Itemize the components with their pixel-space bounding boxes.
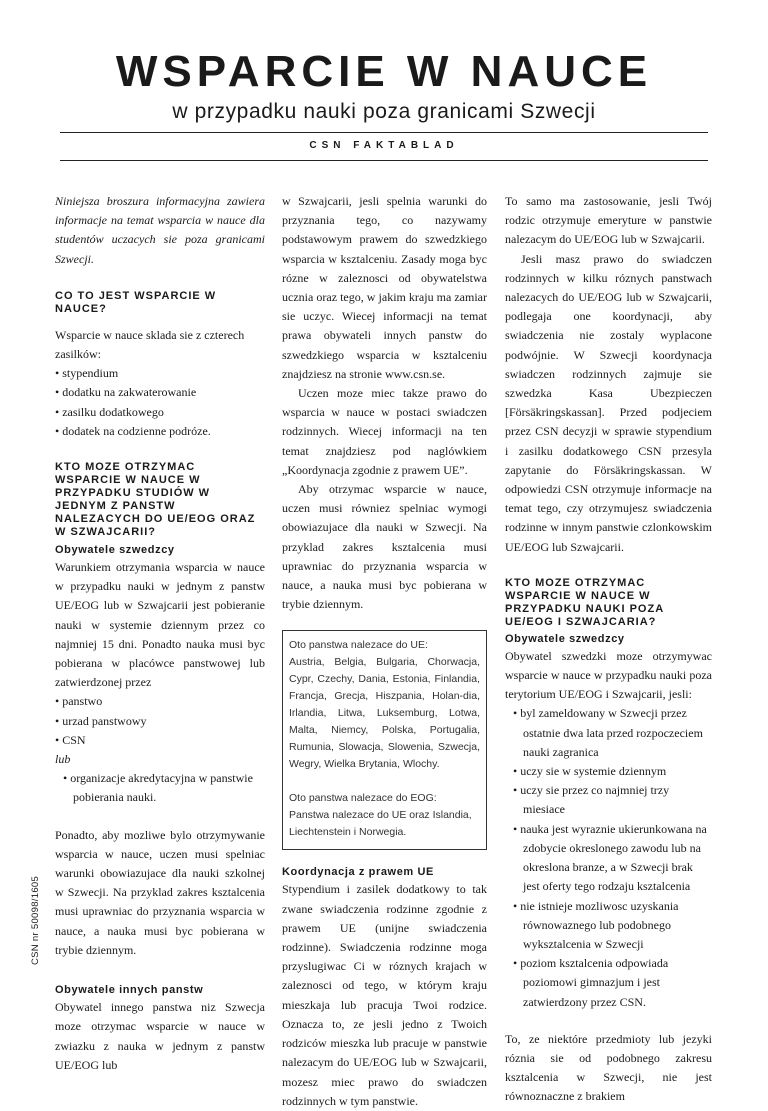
box-title: Oto panstwa nalezace do EOG:	[289, 792, 437, 805]
intro-text: Niniejsza broszura informacyjna zawiera informacje na temat wsparcia w nauce dla studentów uczacych sie poza granicami Szwecji.	[55, 194, 265, 266]
list-item: • uczy sie przez co najmniej trzy miesiace	[513, 783, 670, 817]
paragraph: To samo ma zastosowanie, jesli Twój rodzic otrzymuje emeryture w panstwie nalezacym do UE/EOG lub w Szwajcarii.	[505, 194, 712, 247]
list-item: • panstwo	[55, 694, 103, 709]
faktablad-label: CSN FAKTABLAD	[309, 140, 459, 151]
list-item: • organizacje akredytacyjna w panstwie pobierania nauki.	[63, 771, 253, 805]
paragraph: Aby otrzymac wsparcie w nauce, uczen musi równiez spelniac wymogi obowiazujace dla nauki w Szwecji. Na przyklad zakres ksztalcenia musi uprawniac do przyznania wsparcia w nauce, a nauka musi byc pobierana w trybie dziennym.	[282, 482, 487, 612]
heading-what-is-support: CO TO JEST WSPARCIE W NAUCE?	[55, 289, 217, 315]
conditions-list	[505, 704, 712, 1011]
eu-countries-box	[282, 630, 487, 850]
bottom-rule	[60, 160, 708, 161]
column-2	[282, 192, 487, 1111]
page-title: WSPARCIE W NAUCE	[115, 47, 653, 96]
paragraph: Obywatel innego panstwa niz Szwecja moze otrzymac wsparcie w nauce w zwiazku z nauka w jednym z panstw UE/EOG lub	[55, 1000, 265, 1072]
list-item: • dodatku na zakwaterowanie	[55, 385, 197, 400]
column-1	[55, 192, 265, 1075]
subheading-swedish-citizens: Obywatele szwedzcy	[55, 544, 175, 557]
list-item: • uczy sie w systemie dziennym	[513, 764, 667, 779]
paragraph: Stypendium i zasilek dodatkowy to tak zwane swiadczenia rodzinne zgodnie z prawem UE (unijne swiadczenia rodzinne). Swiadczenia rodzinne moga przyslugiwac Ci w róznych krajach w zaleznosci od tego, w którym kraju mieszkaja lub pracuja Twoi rodzice. Oznacza to, ze jesli jedno z Twoich rodziców mieszka lub pracuje w panstwie nalezacym do UE/EOG lub w Szwajcarii, mozesz miec prawo do swiadczen rodzinnych w tym panstwie.	[282, 882, 487, 1108]
or-text: lub	[55, 752, 71, 767]
list-item: • nauka jest wyraznie ukierunkowana na zdobycie okreslonego zawodu lub na okreslona branze, a w Szwecji brak jest oferty tego rodzaju ksztalcenia	[513, 821, 707, 894]
list-item: • dodatek na codzienne podróze.	[55, 423, 211, 438]
paragraph: To, ze niektóre przedmioty lub jezyki róznia sie od podobnego zakresu ksztalcenia w Szwecji, nie jest równoznaczne z brakiem	[505, 1031, 712, 1104]
paragraph: Wsparcie w nauce sklada sie z czterech zasilków:	[55, 327, 245, 362]
paragraph: Uczen moze miec takze prawo do wsparcia w nauce w postaci swiadczen rodzinnych. Wiecej informacji na ten temat znajdziesz pod naglówkiem „Koordynacja zgodnie z prawem UE”.	[282, 386, 487, 477]
box-text: Austria, Belgia, Bulgaria, Chorwacja, Cypr, Czechy, Dania, Estonia, Finlandia, Francja, Grecja, Hiszpania, Holan-dia, Irlandia, Litwa, Luksemburg, Lotwa, Malta, Niemcy, Polska, Portugalia, Rumunia, Slowacja, Slowenia, Szwecja, Wegry, Wielka Brytania, Wlochy.	[289, 656, 480, 771]
top-rule	[60, 132, 708, 133]
heading-eu-eea-support: KTO MOZE OTRZYMAC WSPARCIE W NAUCE W PRZYPADKU STUDIÓW W JEDNYM Z PANSTW NALEZACYCH DO UE/EOG ORAZ W SZWAJCARII?	[55, 461, 256, 539]
page-subtitle: w przypadku nauki poza granicami Szwecji	[172, 100, 596, 123]
paragraph: Warunkiem otrzymania wsparcia w nauce w przypadku nauki w jednym z panstw UE/EOG lub w Szwajcarii jest pobieranie nauki w systemie dziennym przez co najmniej 15 dni. Ponadto nauka musi byc pobierana w placówce panstwowej lub zatwierdzonej przez	[55, 560, 265, 690]
approval-list	[55, 692, 265, 750]
list-item: • urzad panstwowy	[55, 713, 147, 728]
list-item: • CSN	[55, 732, 86, 747]
paragraph: Jesli masz prawo do swiadczen rodzinnych w kilku róznych panstwach nalezacych do UE/EOG lub w Szwajcarii, podlegaja one koordynacji, aby swiadczenia nie zostaly wyplacone podwójnie. W Szwecji koordynacja swiadczen rodzinnych zajmuje sie szwedzka Kasa Ubezpieczen [Försäkringskassan]. Przed podjeciem przez CSN decyzji w sprawie stypendium i zasilku dodatkowego CSN przesyla zapytanie do Försäkringskassan. W odpowiedzi CSN otrzymuje informacje na temat tego, czy otrzymujesz swiadczenia rodzinne w innym panstwie czlonkowskim UE/EOG lub Szwajcarii.	[505, 251, 712, 554]
side-code: CSN nr 50098/1605	[30, 875, 41, 965]
heading-outside-eu-support: KTO MOZE OTRZYMAC WSPARCIE W NAUCE W PRZYPADKU NAUKI POZA UE/EOG I SZWAJCARIA?	[505, 576, 664, 628]
paragraph: Obywatel szwedzki moze otrzymywac wsparcie w nauce w przypadku nauki poza terytorium UE/EOG i Szwajcarii, jesli:	[505, 648, 712, 702]
column-3	[505, 192, 712, 1107]
list-item: • byl zameldowany w Szwecji przez ostatnie dwa lata przed rozpoczeciem nauki zagranica	[513, 706, 703, 759]
paragraph: Ponadto, aby mozliwe bylo otrzymywanie wsparcia w nauce, uczen musi spelniac warunki obowiazujace dla nauki szkolnej w Szwecji. Na przyklad zakres ksztalcenia musi uprawniac do przyznania wsparcia w nauce, a nauka musi byc pobierana w trybie dziennym.	[55, 827, 265, 957]
paragraph: w Szwajcarii, jesli spelnia warunki do przyznania tego, co nazywamy podstawowym prawem do szwedzkiego wsparcia w ksztalceniu. Zasady moga byc rózne w zaleznosci od obywatelstwa ucznia oraz tego, w jakim kraju ma zamiar sie uczyc. Wiecej informacji na temat prawa obywateli innych panstw do szwedzkiego wsparcia w ksztalceniu znajdziesz na stronie www.csn.se.	[282, 194, 487, 381]
accreditation-list	[55, 769, 265, 807]
list-item: • nie istnieje mozliwosc uzyskania równowaznego lub podobnego wyksztalcenia w Szwecji	[513, 898, 679, 951]
list-item: • stypendium	[55, 366, 119, 381]
subheading-swedish-citizens: Obywatele szwedzcy	[505, 632, 625, 645]
box-text: Panstwa nalezace do UE oraz Islandia, Liechtenstein i Norwegia.	[289, 809, 472, 839]
allowance-list	[55, 364, 265, 441]
subheading-eu-coordination: Koordynacja z prawem UE	[282, 866, 434, 879]
list-item: • poziom ksztalcenia odpowiada poziomowi gimnazjum i jest zatwierdzony przez CSN.	[513, 956, 669, 1009]
subheading-other-citizens: Obywatele innych panstw	[55, 984, 204, 997]
box-title: Oto panstwa nalezace do UE:	[289, 639, 428, 652]
list-item: • zasilku dodatkowego	[55, 404, 164, 419]
